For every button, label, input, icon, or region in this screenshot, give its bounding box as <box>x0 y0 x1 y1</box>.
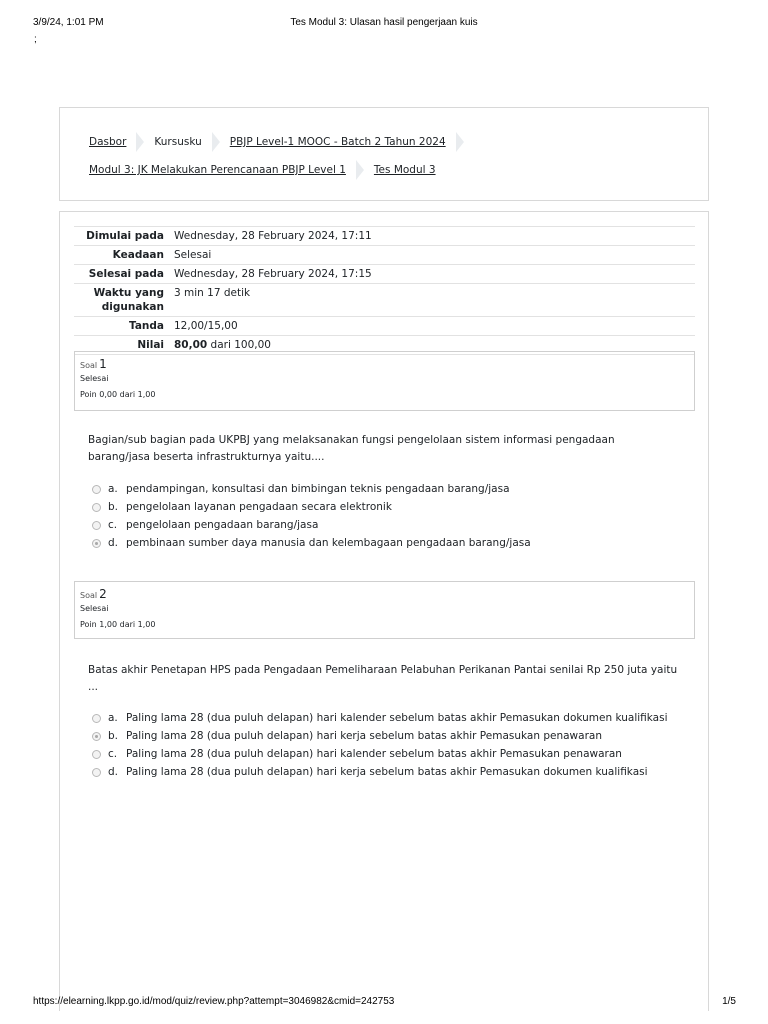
summary-row-state <box>74 246 695 265</box>
answer-letter: a. <box>108 712 118 724</box>
breadcrumb-item-module[interactable]: Modul 3: JK Melakukan Perencanaan PBJP Level 1 <box>89 164 346 176</box>
answer-option[interactable] <box>92 709 682 727</box>
answer-option[interactable] <box>92 763 682 781</box>
summary-value: Wednesday, 28 February 2024, 17:15 <box>174 268 372 280</box>
answer-letter: b. <box>108 730 119 742</box>
answer-option[interactable] <box>92 534 682 552</box>
answer-option[interactable] <box>92 498 682 516</box>
print-title: Tes Modul 3: Ulasan hasil pengerjaan kuis <box>290 17 478 28</box>
question-state: Selesai <box>80 374 109 383</box>
page-url: https://elearning.lkpp.go.id/mod/quiz/review.php?attempt=3046982&cmid=242753 <box>33 996 395 1007</box>
question-info-1 <box>74 351 695 411</box>
question-grade: Poin 0,00 dari 1,00 <box>80 390 156 399</box>
summary-label: Dimulai pada <box>86 230 164 242</box>
page-number: 1/5 <box>722 996 736 1007</box>
breadcrumb-row-1 <box>89 132 474 152</box>
print-footer <box>0 996 768 1010</box>
question-grade: Poin 1,00 dari 1,00 <box>80 620 156 629</box>
answer-text: pembinaan sumber daya manusia dan kelembagaan pengadaan barang/jasa <box>126 537 531 549</box>
radio-icon[interactable] <box>92 521 101 530</box>
answer-text: Paling lama 28 (dua puluh delapan) hari kerja sebelum batas akhir Pemasukan dokumen kualifikasi <box>126 766 648 778</box>
summary-value: Selesai <box>174 249 212 261</box>
answer-text: pengelolaan pengadaan barang/jasa <box>126 519 319 531</box>
print-header <box>0 0 768 48</box>
answer-text: pengelolaan layanan pengadaan secara elektronik <box>126 501 392 513</box>
breadcrumb-item-kursusku: Kursusku <box>154 136 202 148</box>
summary-label: Selesai pada <box>88 268 164 280</box>
answer-letter: c. <box>108 748 118 760</box>
answer-text: Paling lama 28 (dua puluh delapan) hari kalender sebelum batas akhir Pemasukan dokumen kualifikasi <box>126 712 668 724</box>
breadcrumb-separator-icon <box>356 160 364 180</box>
question-info-2 <box>74 581 695 639</box>
radio-selected-icon[interactable] <box>92 539 101 548</box>
question-state: Selesai <box>80 604 109 613</box>
print-date: 3/9/24, 1:01 PM <box>33 17 104 28</box>
radio-selected-icon[interactable] <box>92 732 101 741</box>
quiz-review <box>59 211 709 1011</box>
summary-row-time-taken <box>74 284 695 317</box>
radio-icon[interactable] <box>92 750 101 759</box>
summary-label: Keadaan <box>112 249 164 261</box>
breadcrumb-item-course[interactable]: PBJP Level-1 MOOC - Batch 2 Tahun 2024 <box>229 136 446 148</box>
breadcrumb-separator-icon <box>212 132 220 152</box>
radio-icon[interactable] <box>92 768 101 777</box>
answer-option[interactable] <box>92 516 682 534</box>
stray-text: ; <box>34 34 37 45</box>
breadcrumb-row-2 <box>89 160 436 180</box>
breadcrumb-separator-icon <box>456 132 464 152</box>
radio-icon[interactable] <box>92 485 101 494</box>
answer-letter: d. <box>108 537 119 549</box>
answer-text: Paling lama 28 (dua puluh delapan) hari kalender sebelum batas akhir Pemasukan penawaran <box>126 748 622 760</box>
answer-letter: c. <box>108 519 118 531</box>
grade-total: dari 100,00 <box>207 339 271 351</box>
answer-letter: d. <box>108 766 119 778</box>
grade-value: 80,00 <box>174 339 208 351</box>
summary-row-completed <box>74 265 695 284</box>
breadcrumb-item-quiz[interactable]: Tes Modul 3 <box>373 164 436 176</box>
question-text-2: Batas akhir Penetapan HPS pada Pengadaan Pemeliharaan Pelabuhan Perikanan Pantai senilai Rp 250 juta yaitu ... <box>88 664 678 693</box>
answer-option[interactable] <box>92 745 682 763</box>
attempt-summary-table <box>74 226 695 355</box>
answer-letter: b. <box>108 501 119 513</box>
summary-value: 3 min 17 detik <box>174 287 251 299</box>
breadcrumb-item-dasbor[interactable]: Dasbor <box>89 136 127 148</box>
summary-label: Tanda <box>129 320 164 332</box>
summary-label: Waktu yang digunakan <box>93 287 164 313</box>
answer-list-2 <box>92 709 682 781</box>
question-number: Soal 1 <box>80 357 107 371</box>
breadcrumb-separator-icon <box>136 132 144 152</box>
summary-value: 12,00/15,00 <box>174 320 238 332</box>
answer-text: pendampingan, konsultasi dan bimbingan teknis pengadaan barang/jasa <box>126 483 510 495</box>
summary-value: Wednesday, 28 February 2024, 17:11 <box>174 230 372 242</box>
question-text-1: Bagian/sub bagian pada UKPBJ yang melaksanakan fungsi pengelolaan sistem informasi pengadaan barang/jasa beserta infrastrukturnya yaitu.... <box>88 434 615 463</box>
radio-icon[interactable] <box>92 714 101 723</box>
answer-letter: a. <box>108 483 118 495</box>
question-number: Soal 2 <box>80 587 107 601</box>
breadcrumb <box>59 107 709 201</box>
answer-option[interactable] <box>92 480 682 498</box>
summary-row-marks <box>74 317 695 336</box>
answer-list-1 <box>92 480 682 552</box>
summary-row-started <box>74 226 695 246</box>
radio-icon[interactable] <box>92 503 101 512</box>
answer-option[interactable] <box>92 727 682 745</box>
summary-label: Nilai <box>137 339 164 351</box>
answer-text: Paling lama 28 (dua puluh delapan) hari kerja sebelum batas akhir Pemasukan penawaran <box>126 730 602 742</box>
